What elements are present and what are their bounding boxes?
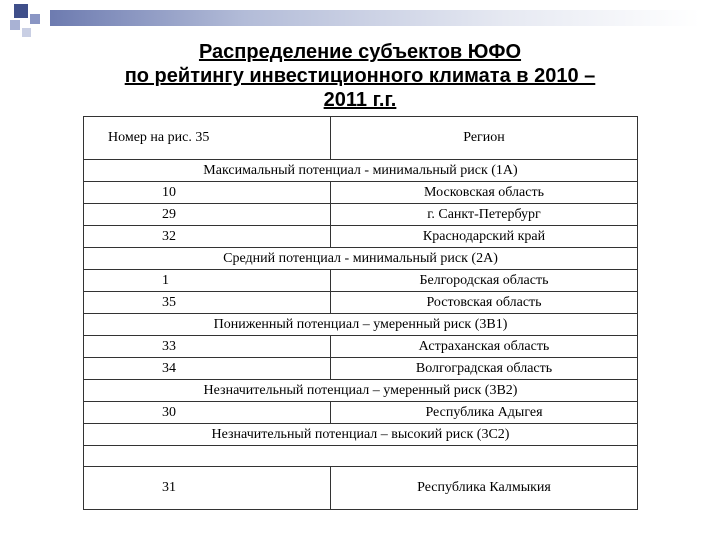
table-row bbox=[84, 467, 638, 510]
row-region: Ростовская область bbox=[331, 292, 638, 314]
decor-square bbox=[14, 4, 28, 18]
table-row bbox=[84, 336, 638, 358]
row-region: Республика Адыгея bbox=[331, 402, 638, 424]
title-line-2: по рейтингу инвестиционного климата в 2010 – bbox=[124, 65, 596, 87]
table-row bbox=[84, 204, 638, 226]
category-label: Средний потенциал - минимальный риск (2А) bbox=[84, 248, 638, 270]
header-region: Регион bbox=[331, 117, 638, 160]
category-row bbox=[84, 424, 638, 446]
row-region: Волгоградская область bbox=[331, 358, 638, 380]
row-number: 31 bbox=[84, 467, 331, 510]
decor-square bbox=[30, 14, 40, 24]
row-region: Республика Калмыкия bbox=[331, 467, 638, 510]
empty-row bbox=[84, 446, 638, 467]
row-number: 30 bbox=[84, 402, 331, 424]
table-row bbox=[84, 182, 638, 204]
table-row bbox=[84, 270, 638, 292]
row-number: 1 bbox=[84, 270, 331, 292]
row-number: 29 bbox=[84, 204, 331, 226]
category-row bbox=[84, 248, 638, 270]
row-number: 32 bbox=[84, 226, 331, 248]
decor-square bbox=[10, 20, 20, 30]
table-row bbox=[84, 402, 638, 424]
row-number: 34 bbox=[84, 358, 331, 380]
category-label: Максимальный потенциал - минимальный риск (1А) bbox=[84, 160, 638, 182]
header-number: Номер на рис. 35 bbox=[84, 117, 331, 160]
title-line-3: 2011 г.г. bbox=[323, 89, 397, 111]
category-label: Пониженный потенциал – умеренный риск (3В1) bbox=[84, 314, 638, 336]
row-region: г. Санкт-Петербург bbox=[331, 204, 638, 226]
row-region: Белгородская область bbox=[331, 270, 638, 292]
table-row bbox=[84, 292, 638, 314]
decor-gradient-bar bbox=[50, 10, 700, 26]
category-row bbox=[84, 160, 638, 182]
row-region: Астраханская область bbox=[331, 336, 638, 358]
table-row bbox=[84, 226, 638, 248]
row-number: 35 bbox=[84, 292, 331, 314]
row-region: Московская область bbox=[331, 182, 638, 204]
category-label: Незначительный потенциал – высокий риск (3С2) bbox=[84, 424, 638, 446]
decorative-header bbox=[0, 0, 720, 40]
table-row bbox=[84, 358, 638, 380]
category-row bbox=[84, 380, 638, 402]
empty-cell bbox=[84, 446, 638, 467]
table-header-row bbox=[84, 117, 638, 160]
region-table bbox=[83, 116, 638, 510]
row-region: Краснодарский край bbox=[331, 226, 638, 248]
category-row bbox=[84, 314, 638, 336]
page-title bbox=[0, 40, 720, 112]
row-number: 33 bbox=[84, 336, 331, 358]
category-label: Незначительный потенциал – умеренный риск (3В2) bbox=[84, 380, 638, 402]
title-line-1: Распределение субъектов ЮФО bbox=[198, 41, 522, 63]
row-number: 10 bbox=[84, 182, 331, 204]
decor-square bbox=[22, 28, 31, 37]
